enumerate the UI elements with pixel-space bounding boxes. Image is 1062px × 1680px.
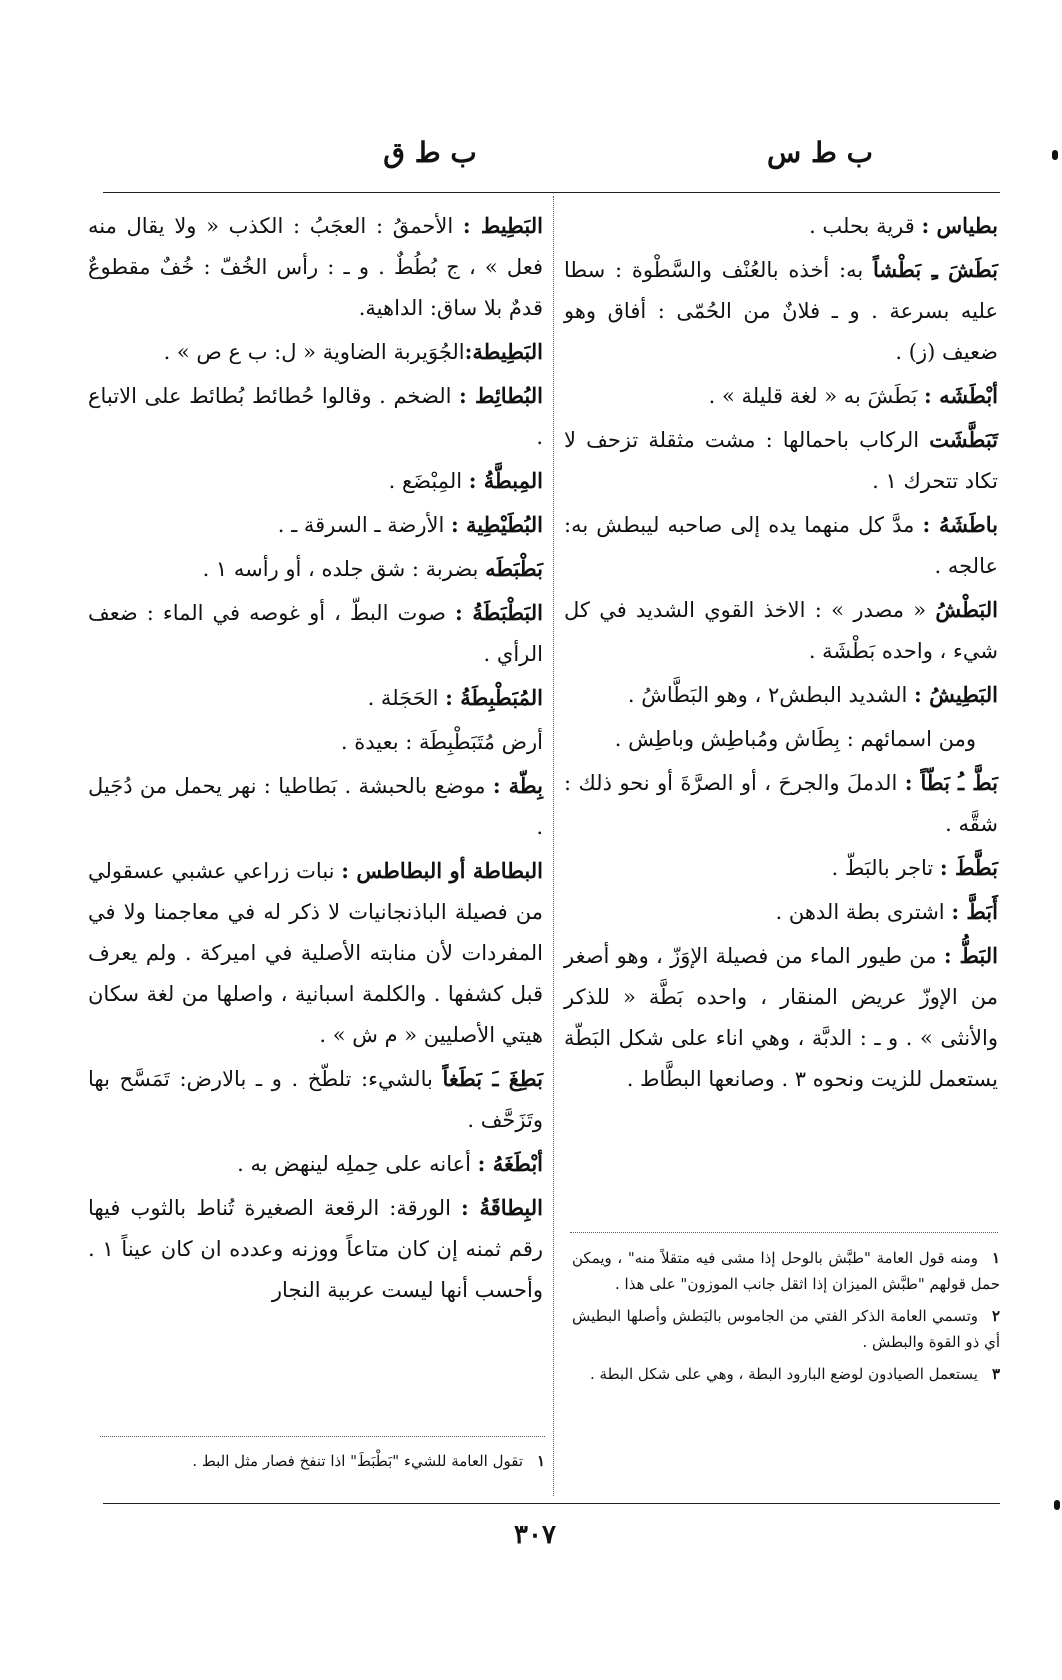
page-header [100,128,980,178]
footnote [572,1303,1000,1355]
entry-headword: البِطاقَةُ : [461,1195,543,1220]
footnote-number: ١ [536,1452,545,1470]
entry-text: أعانه على حِملِه لينهض به . [237,1152,478,1176]
entry-headword: البَطِيط : [462,213,543,238]
entry-text: بضربة : شق جلده ، أو رأسه ١ . [202,557,486,581]
entry [564,674,998,716]
entry-headword: بَطَشَ ـِ بَطْشاً [872,257,998,282]
right-column [564,205,998,1102]
entry [88,765,543,848]
footnote-text: يستعمل الصيادون لوضع البارود البطة ، وهي على شكل البطة . [590,1365,978,1383]
footnote-separator [570,1232,998,1233]
entry [564,762,998,845]
footnote-number: ٣ [991,1365,1000,1383]
footnote [572,1245,1000,1297]
entry-text: بالشيء: تلطّخ . و ـ بالارض: تَمَسَّح بها وتَزَحَّف . [88,1067,543,1132]
footnote-number: ١ [991,1249,1000,1267]
entry-text: من طيور الماء من فصيلة الإوَزّ ، وهو أصغر من الإوزّ عريض المنقار ، واحده بَطَّة « للذكر والأنثى » . و ـ : الدبَّة ، وهي اناء على شكل البَطّة يستعمل للزيت ونحوه ٣ . وصانعها البطَّاط . [564,944,998,1091]
entry [88,375,543,458]
entry [564,249,998,373]
entry-text: الورقة: الرقعة الصغيرة تُناط بالثوب فيها رقم ثمنه إن كان متاعاً ووزنه وعدده ان كان عيناً ١ . وأحسب أنها ليست عربية النجار [88,1196,543,1302]
entry-headword: البَطِيطة: [464,339,543,364]
entry [564,419,998,502]
entry-text: نبات زراعي عشبي عسقولي من فصيلة الباذنجانيات لا ذكر له في معاجمنا ولا في المفردات لأن منابته الأصلية في اميركة . ولم يعرف قبل كشفها . والكلمة اسبانية ، واصلها من لغة سكان هيتي الأصليين « م ش » . [88,859,543,1047]
left-footnotes [110,1448,545,1480]
entry-headword: البَطْشُ [935,597,998,622]
page-number: ٣٠٧ [514,1520,556,1550]
entry-headword: بطياس : [921,213,998,238]
entry-headword: البطاطة أو البطاطس : [341,858,543,883]
entry-text: ومن اسمائهم : بِطَاش ومُباطِش وباطِش . [614,727,976,751]
column-divider [553,196,554,1496]
entry-text: الجُوَيربة الضاوية « ل: ب ع ص » . [163,340,465,364]
entry [88,331,543,373]
entry [564,375,998,417]
footnote-separator [100,1436,545,1437]
entry [88,1187,543,1311]
entry [88,460,543,502]
entry-text: به: أخذه بالعُنْف والسَّطْوة : سطا عليه بسرعة . و ـ فلانٌ من الحُمّى : أفاق وهو ضعيف (ز) . [564,258,998,364]
footer-rule [103,1503,1000,1504]
scan-edge-mark [1052,150,1058,160]
entry-text: الأرضة ـ السرقة ـ . [277,513,451,537]
entry-text: « مصدر » : الاخذ القوي الشديد في كل شيء ، واحده بَطْشَة . [564,598,998,663]
entry-headword: أَبَطَّ : [951,899,998,924]
entry-text: تاجر بالبَطّ . [831,856,940,880]
entry-text: اشترى بطة الدهن . [775,900,952,924]
entry-text: الركاب باحمالها : مشت مثقلة تزحف لا تكاد تتحرك ١ . [564,428,998,493]
entry [88,592,543,675]
entry [88,504,543,546]
entry-headword: بِطّة : [492,773,543,798]
entry [564,847,998,889]
right-column-root-heading: ب ط س [767,136,873,169]
entry [88,677,543,719]
entry-headword: البَطْبَطَةُ : [454,600,543,625]
entry-headword: البَطُّ : [943,943,998,968]
entry-text: الشديد البطش٢ ، وهو البَطَّاشُ . [627,683,915,707]
left-column [88,205,543,1313]
entry-headword: المُبَطْبِطَةُ : [445,685,543,710]
entry-headword: المِبطَّةُ : [468,468,543,493]
entry [88,1058,543,1141]
entry-text: الحَجَلة . [367,686,446,710]
entry-text: مدَّ كل منهما يده إلى صاحبه ليبطش به: عالجه . [564,513,998,578]
entry-text: المِبْضَع . [388,469,469,493]
entry-text: صوت البطّ ، أو غوصه في الماء : ضعف الرأي . [88,601,543,666]
entry [564,205,998,247]
entry-headword: بَطِغَ ـَ بَطَغاً [442,1066,543,1091]
footnote [572,1361,1000,1387]
entry [88,1143,543,1185]
entry-headword: أبْطَشَه : [924,383,998,408]
entry-headword: أبْطَغَهُ : [477,1151,543,1176]
entry-headword: باطَشَهُ : [922,512,998,537]
entry-text: الدملَ والجرحَ ، أو الصرَّةَ أو نحو ذلك : شقَّه . [564,771,998,836]
entry [88,205,543,329]
entry-headword: البُطَيْطِية : [450,512,543,537]
left-column-root-heading: ب ط ق [383,136,477,169]
entry-headword: البُطائِط : [459,383,543,408]
entry-text: موضع بالحبشة . بَطاطيا : نهر يحمل من دُجَيل . [88,774,543,839]
entry [564,891,998,933]
entry [564,718,998,760]
footnote [110,1448,545,1474]
entry [88,850,543,1056]
entry-text: بَطَشَ به « لغة قليلة » . [708,384,925,408]
entry-text: أرض مُتَبَطْبِطَة : بعيدة . [340,730,543,754]
footnote-text: وتسمي العامة الذكر الفتي من الجاموس بالبَطش وأصلها البطيش أي ذو القوة والبطش . [572,1307,1000,1351]
entry-text: قرية بحلب . [809,214,922,238]
header-rule [103,192,1000,193]
scan-edge-mark [1054,1500,1060,1510]
footnote-text: ومنه قول العامة "طبَّش بالوحل إذا مشى فيه متقلاً منه" ، ويمكن حمل قولهم "طبَّش الميزان إذا اثقل جانب الموزون" على هذا . [572,1249,1000,1293]
entry [564,589,998,672]
entry-text: الأحمقُ : العجَبُ : الكذب « ولا يقال منه فعل » ، ج بُطُطٌ . و ـ : رأس الخُفّ : خُفٌ مقطوعٌ قدمٌ بلا ساق: الداهية. [88,214,543,320]
entry-headword: البَطِيشُ : [914,682,998,707]
entry-headword: بَطَّطَ : [939,855,998,880]
entry [88,548,543,590]
entry [88,721,543,763]
entry-headword: بَطَّ ـُ بَطّاً : [904,770,998,795]
entry-headword: بَطْبَطَه [485,556,543,581]
entry-text: الضخم . وقالوا حُطائط بُطائط على الاتباع . [88,384,543,449]
right-footnotes [572,1245,1000,1393]
entry [564,504,998,587]
entry [564,935,998,1100]
footnote-number: ٢ [991,1307,1000,1325]
entry-headword: تَبَطَّشَت [929,427,998,452]
footnote-text: تقول العامة للشيء "بَطْبَطَ" اذا تنفخ فصار مثل البط . [192,1452,523,1470]
